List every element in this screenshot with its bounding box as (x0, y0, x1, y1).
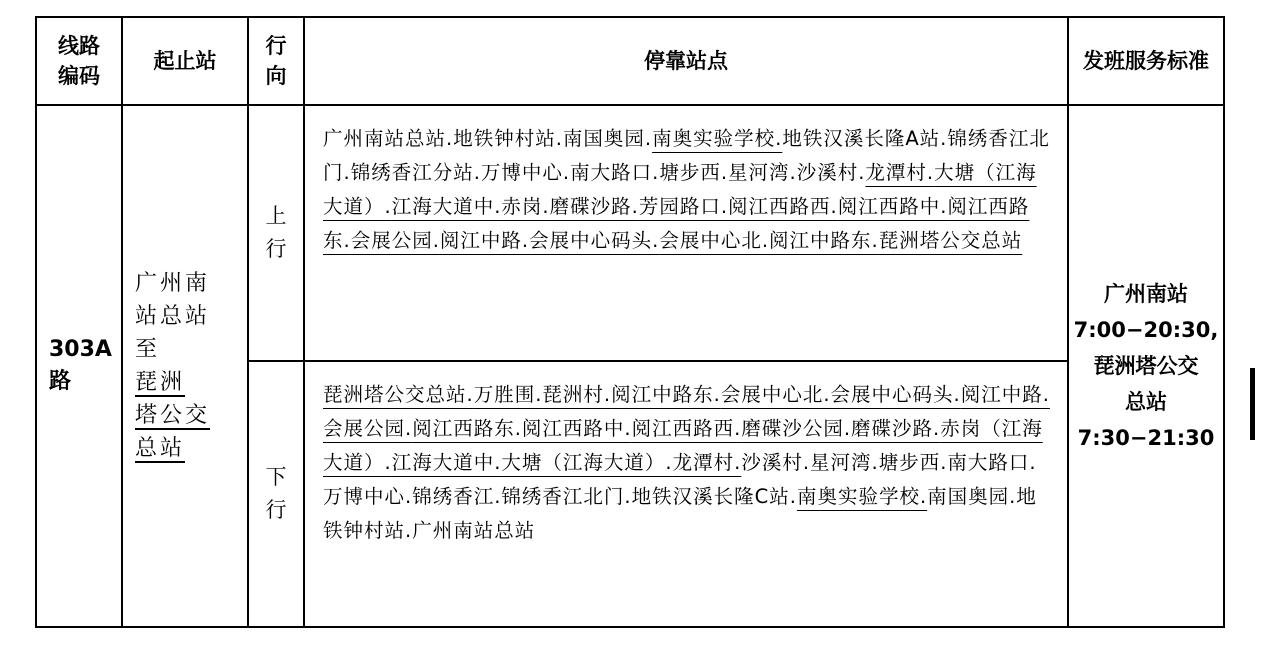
stop-name: 磨碟沙路. (851, 417, 941, 440)
stop-name: 赤岗（江海大道）. (323, 417, 1043, 474)
stop-name: 星河湾. (728, 161, 797, 184)
stop-name: 会展公园. (350, 229, 440, 252)
stop-name: 锦绣香江北门. (501, 485, 632, 508)
direction-up-cell (248, 105, 304, 361)
stop-name: 阅江中路东. (611, 383, 721, 406)
terminal-line: 总站 (135, 436, 186, 461)
direction-up-part-2: 行 (265, 237, 287, 261)
header-service: 发班服务标准 (1068, 17, 1224, 105)
stop-name: 广州南站总站 (412, 519, 536, 542)
direction-down-part-2: 行 (265, 498, 287, 522)
stop-name: 阅江西路中. (837, 195, 948, 218)
stop-name: 锦绣香江北门. (323, 127, 1050, 184)
stop-name: 龙潭村. (865, 161, 935, 184)
stop-name: 南大路口. (570, 161, 660, 184)
route-code-number: 303A (49, 337, 112, 362)
stop-name: 阅江西路中. (521, 417, 632, 440)
stop-name: 地铁钟村站. (453, 127, 563, 150)
stop-name: 万博中心. (323, 485, 413, 508)
header-line-code (36, 17, 122, 105)
header-terminals: 起止站 (122, 17, 248, 105)
service-standard-cell (1068, 105, 1224, 627)
stop-name: 万博中心. (480, 161, 571, 184)
stop-name: 琵洲塔公交总站. (323, 383, 474, 406)
header-direction-part-2: 向 (265, 64, 287, 88)
stop-name: 会展中心北. (659, 229, 770, 252)
header-direction (248, 17, 304, 105)
route-terminals-cell (122, 105, 248, 627)
stop-name: 阅江中路. (960, 383, 1050, 406)
stop-name: 南大路口. (947, 451, 1037, 474)
header-stops: 停靠站点 (304, 17, 1068, 105)
stop-name: 会展公园. (323, 417, 413, 440)
stop-name: 塘步西. (878, 451, 948, 474)
stop-name: 沙溪村. (741, 451, 811, 474)
service-dest-cont: 总站 (1125, 390, 1167, 414)
stop-name: 江海大道中. (391, 451, 502, 474)
stop-name: 塘步西. (659, 161, 729, 184)
route-code-suffix: 路 (49, 369, 72, 394)
stop-name: 琵洲塔公交总站 (878, 229, 1023, 252)
stop-name: 阅江中路. (439, 229, 530, 252)
route-table (35, 16, 1225, 628)
stop-name: 星河湾. (810, 451, 879, 474)
service-origin: 广州南站 (1104, 282, 1188, 306)
page-edge-mark (1250, 368, 1255, 440)
stop-name: 磨碟沙路. (549, 195, 639, 218)
stop-name: 地铁汉溪长隆C站. (631, 485, 797, 508)
service-dest: 琵洲塔公交 (1093, 354, 1199, 378)
stop-name: 沙溪村. (796, 161, 866, 184)
stop-name: 阅江西路西. (631, 417, 742, 440)
stop-name: 大塘（江海大道）. (501, 451, 673, 474)
stop-name: 南奥实验学校. (796, 485, 928, 508)
direction-up-part-1: 上 (265, 204, 287, 228)
stop-name: 阅江西路东. (412, 417, 522, 440)
stop-name: 广州南站总站. (323, 127, 454, 150)
stop-name: 大塘（江海大道）. (323, 161, 1037, 218)
stop-name: 阅江西路西. (728, 195, 838, 218)
stop-name: 会展中心码头. (529, 229, 660, 252)
stop-name: 磨碟沙公园. (741, 417, 852, 440)
stop-name: 南奥实验学校. (652, 127, 783, 150)
stops-up-cell (304, 105, 1068, 361)
direction-down-part-1: 下 (265, 465, 287, 489)
header-line-code-part-1: 线路 (58, 34, 100, 58)
terminal-line: 塔公交 (135, 403, 211, 428)
stop-name: 锦绣香江分站. (350, 161, 481, 184)
table-row-up (36, 105, 1224, 361)
table-header-row (36, 17, 1224, 105)
stop-name: 锦绣香江. (412, 485, 502, 508)
stop-name: 会展中心北. (720, 383, 831, 406)
stop-name: 阅江西路东. (323, 195, 1030, 252)
stop-name: 地铁钟村站. (323, 485, 1037, 542)
terminal-line-to: 至 (135, 337, 161, 362)
stop-name: 赤岗. (501, 195, 550, 218)
stop-name: 南国奥园. (927, 485, 1017, 508)
direction-down-cell (248, 361, 304, 627)
stop-name: 龙潭村. (672, 451, 742, 474)
service-origin-hours: 7:00−20:30, (1073, 318, 1219, 342)
stop-name: 地铁汉溪长隆A站. (782, 127, 948, 150)
header-direction-part-1: 行 (265, 34, 287, 58)
terminal-line: 站总站 (135, 304, 211, 329)
stop-name: 江海大道中. (391, 195, 502, 218)
terminal-line: 广州南 (135, 271, 211, 296)
header-line-code-part-2: 编码 (58, 64, 100, 88)
service-dest-hours: 7:30−21:30 (1077, 426, 1215, 450)
stop-name: 南国奥园. (562, 127, 653, 150)
stop-name: 会展中心码头. (830, 383, 961, 406)
stop-name: 芳园路口. (638, 195, 729, 218)
stop-name: 阅江中路东. (769, 229, 879, 252)
terminal-line-dest: 琵洲 (135, 370, 186, 395)
route-code-cell (36, 105, 122, 627)
stop-name: 万胜围. (473, 383, 543, 406)
terminal-line (135, 333, 247, 399)
stop-name: 琵洲村. (542, 383, 612, 406)
stops-down-cell (304, 361, 1068, 627)
